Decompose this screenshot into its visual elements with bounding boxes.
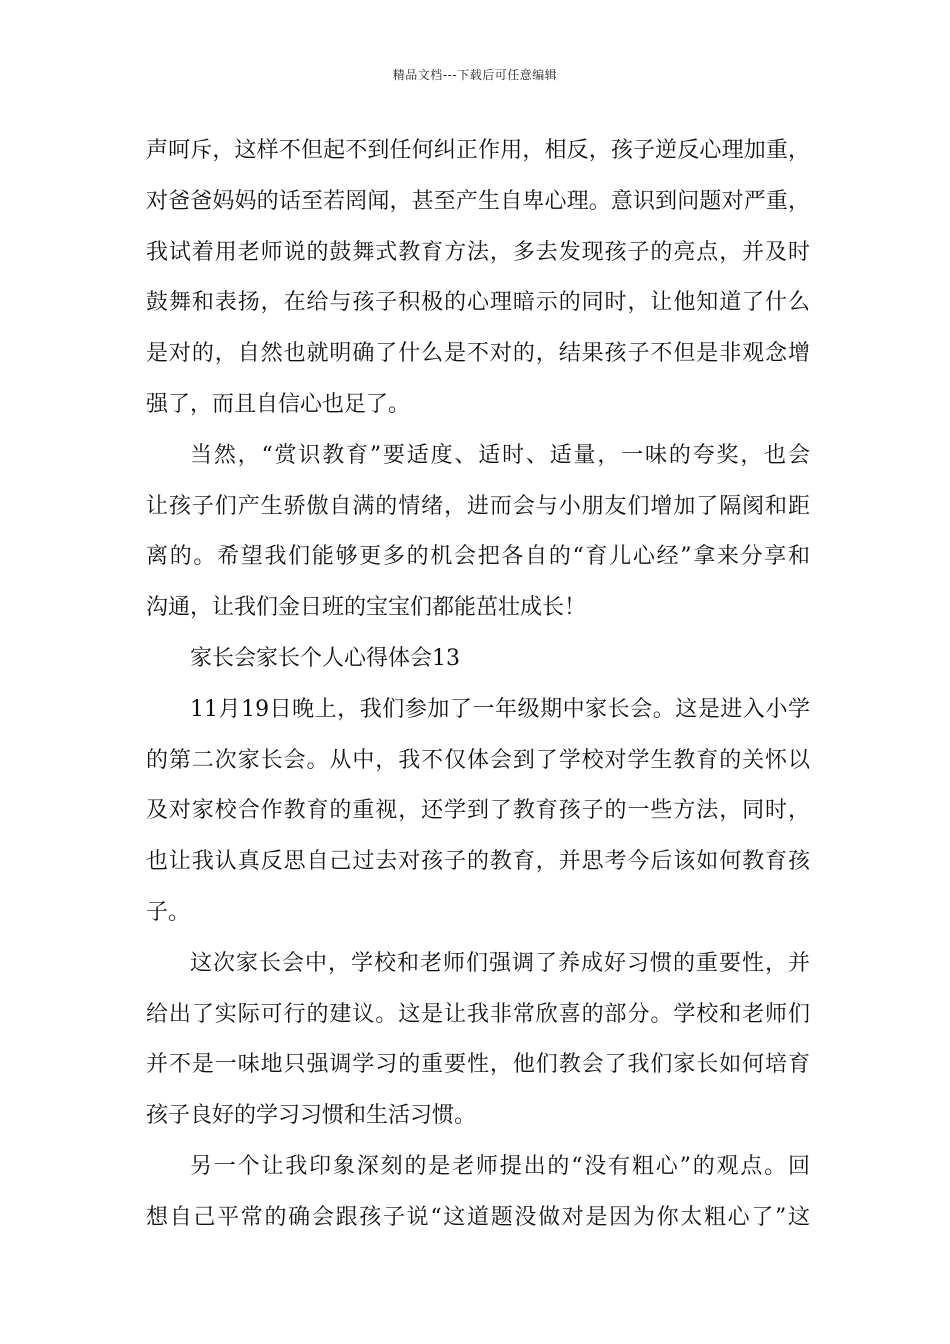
text-line: 想自己平常的确会跟孩子说“这道题没做对是因为你太粗心了”这 — [146, 1204, 810, 1230]
text-line: 家长会家长个人心得体会13 — [190, 645, 460, 671]
text-line: 声呵斥，这样不但起不到任何纠正作用，相反，孩子逆反心理加重， — [146, 138, 810, 163]
page-header: 精品文档---下载后可任意编辑 — [392, 68, 558, 82]
text-line: 离的。希望我们能够更多的机会把各自的“育儿心经”拿来分享和 — [146, 544, 810, 570]
text-line: 11月19日晚上，我们参加了一年级期中家长会。这是进入小学 — [190, 696, 810, 722]
document-body — [146, 126, 810, 1244]
text-line: 子。 — [146, 899, 191, 925]
text-line: 强了，而且自信心也足了。 — [146, 391, 411, 417]
text-line: 及对家校合作教育的重视，还学到了教育孩子的一些方法，同时， — [146, 798, 810, 824]
text-line: 孩子良好的学习习惯和生活习惯。 — [146, 1103, 477, 1129]
text-line: 这次家长会中，学校和老师们强调了养成好习惯的重要性，并 — [190, 950, 810, 976]
text-line: 对爸爸妈妈的话至若罔闻，甚至产生自卑心理。意识到问题对严重， — [146, 188, 810, 214]
text-line: 并不是一味地只强调学习的重要性，他们教会了我们家长如何培育 — [146, 1052, 810, 1078]
text-line: 是对的，自然也就明确了什么是不对的，结果孩子不但是非观念增 — [146, 341, 810, 367]
text-line: 给出了实际可行的建议。这是让我非常欣喜的部分。学校和老师们 — [146, 1001, 810, 1027]
text-line: 我试着用老师说的鼓舞式教育方法，多去发现孩子的亮点，并及时 — [146, 239, 810, 265]
text-line: 当然，“赏识教育”要适度、适时、适量，一味的夸奖，也会 — [190, 442, 810, 468]
text-line: 让孩子们产生骄傲自满的情绪，进而会与小朋友们增加了隔阂和距 — [146, 493, 810, 519]
text-line: 的第二次家长会。从中，我不仅体会到了学校对学生教育的关怀以 — [146, 747, 810, 773]
text-line: 也让我认真反思自己过去对孩子的教育，并思考今后该如何教育孩 — [146, 849, 810, 875]
text-line: 沟通，让我们金日班的宝宝们都能茁壮成长！ — [146, 595, 587, 621]
text-line: 鼓舞和表扬，在给与孩子积极的心理暗示的同时，让他知道了什么 — [146, 290, 810, 316]
text-line: 另一个让我印象深刻的是老师提出的“没有粗心”的观点。回 — [190, 1153, 810, 1179]
